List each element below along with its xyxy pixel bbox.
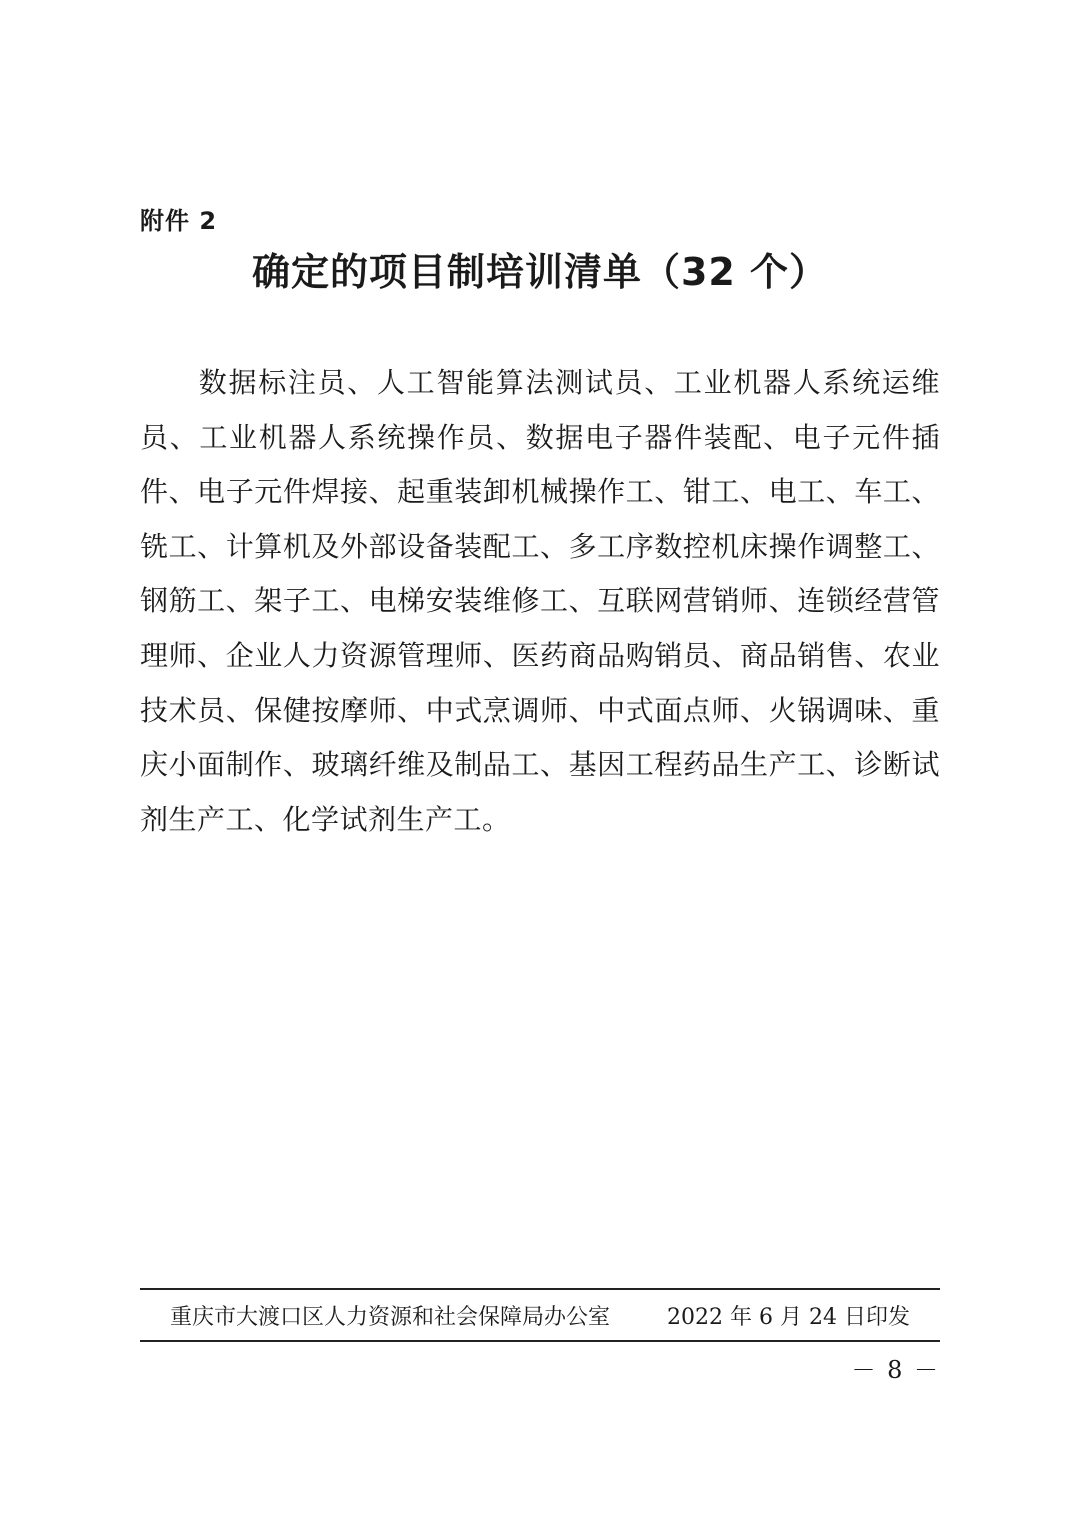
footer-top-rule	[140, 1288, 940, 1290]
document-title: 确定的项目制培训清单（32 个）	[251, 250, 829, 294]
print-info-line	[170, 1298, 910, 1338]
issuing-organization: 重庆市大渡口区人力资源和社会保障局办公室	[170, 1305, 611, 1330]
page-number: － 8 －	[851, 1356, 940, 1384]
footer-bottom-rule	[140, 1340, 940, 1342]
print-date: 2022 年 6 月 24 日印发	[667, 1305, 910, 1330]
attachment-label: 附件 2	[140, 207, 218, 235]
training-list-paragraph: 数据标注员、人工智能算法测试员、工业机器人系统运维员、工业机器人系统操作员、数据电子器件装配、电子元件插件、电子元件焊接、起重装卸机械操作工、钳工、电工、车工、铣工、计算机及外部设备装配工、多工序数控机床操作调整工、钢筋工、架子工、电梯安装维修工、互联网营销师、连锁经营管理师、企业人力资源管理师、医药商品购销员、商品销售、农业技术员、保健按摩师、中式烹调师、中式面点师、火锅调味、重庆小面制作、玻璃纤维及制品工、基因工程药品生产工、诊断试剂生产工、化学试剂生产工。	[140, 366, 940, 836]
